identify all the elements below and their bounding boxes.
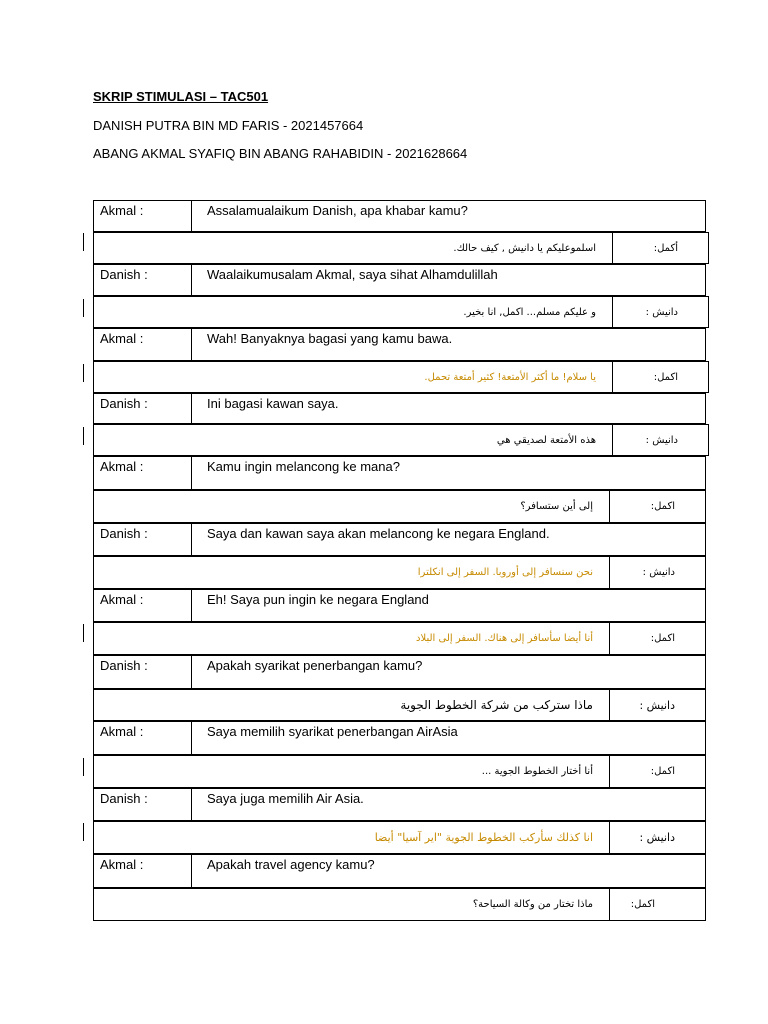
margin-mark <box>83 624 84 642</box>
speaker-cell: Akmal : <box>94 201 192 231</box>
margin-mark <box>83 823 84 841</box>
dialogue-row <box>93 655 706 689</box>
arabic-speaker-cell: دانيش : <box>609 557 705 588</box>
arabic-row <box>93 232 709 264</box>
arabic-text-cell: ماذا ستركب من شركة الخطوط الجوية <box>400 698 593 712</box>
arabic-row <box>93 296 709 328</box>
arabic-speaker-cell: اكمل: <box>609 623 705 654</box>
dialogue-row <box>93 523 706 556</box>
malay-text-cell: Apakah travel agency kamu? <box>207 857 375 872</box>
arabic-text-cell: ماذا تختار من وكالة السياحة؟ <box>472 899 593 910</box>
arabic-row <box>93 755 706 788</box>
speaker-cell: Danish : <box>94 265 192 295</box>
speaker-cell: Danish : <box>94 656 192 688</box>
malay-text-cell: Wah! Banyaknya bagasi yang kamu bawa. <box>207 331 453 346</box>
malay-text-cell: Assalamualaikum Danish, apa khabar kamu? <box>207 203 468 218</box>
margin-mark <box>83 364 84 382</box>
arabic-row <box>93 556 706 589</box>
arabic-speaker-cell: دانيش : <box>609 822 705 853</box>
arabic-row <box>93 689 706 721</box>
margin-mark <box>83 233 84 251</box>
arabic-speaker-cell: اكمل: <box>609 756 705 787</box>
arabic-text-cell: أنا أيضا سأسافر إلى هناك. السفر إلى البلاد <box>416 633 593 644</box>
speaker-cell: Akmal : <box>94 590 192 621</box>
arabic-text-cell: يا سلام! ما أكثر الأمتعة! كثير أمتعة تحمل. <box>424 371 596 383</box>
arabic-speaker-cell: أكمل: <box>612 233 708 263</box>
malay-text-cell: Eh! Saya pun ingin ke negara England <box>207 592 429 607</box>
dialogue-row <box>93 264 706 296</box>
arabic-speaker-cell: اكمل: <box>609 491 705 522</box>
arabic-row <box>93 490 706 523</box>
arabic-text-cell: و عليكم مسلم... اكمل, انا بخير. <box>463 306 596 318</box>
author-1: DANISH PUTRA BIN MD FARIS - 2021457664 <box>93 118 364 133</box>
dialogue-row <box>93 721 706 755</box>
margin-mark <box>83 427 84 445</box>
malay-text-cell: Kamu ingin melancong ke mana? <box>207 459 400 474</box>
malay-text-cell: Saya juga memilih Air Asia. <box>207 791 364 806</box>
arabic-row <box>93 888 706 921</box>
arabic-row <box>93 361 709 393</box>
dialogue-row <box>93 393 706 424</box>
arabic-speaker-cell: اكمل: <box>609 889 705 920</box>
malay-text-cell: Apakah syarikat penerbangan kamu? <box>207 658 423 673</box>
arabic-text-cell: أنا أختار الخطوط الجوية ... <box>481 766 593 777</box>
arabic-row <box>93 821 706 854</box>
arabic-speaker-cell: اكمل: <box>612 362 708 392</box>
arabic-text-cell: انا كذلك سأركب الخطوط الجوية "اير آسيا" أيضا <box>374 831 593 844</box>
malay-text-cell: Saya dan kawan saya akan melancong ke negara England. <box>207 526 550 541</box>
speaker-cell: Akmal : <box>94 722 192 754</box>
arabic-text-cell: نحن سنسافر إلى أوروبا. السفر إلى انكلترا <box>417 567 593 578</box>
dialogue-row <box>93 788 706 821</box>
dialogue-row <box>93 328 706 361</box>
malay-text-cell: Saya memilih syarikat penerbangan AirAsia <box>207 724 458 739</box>
arabic-speaker-cell: دانيش : <box>612 297 708 327</box>
dialogue-row <box>93 200 706 232</box>
margin-mark <box>83 299 84 317</box>
speaker-cell: Danish : <box>94 789 192 820</box>
speaker-cell: Akmal : <box>94 855 192 887</box>
malay-text-cell: Ini bagasi kawan saya. <box>207 396 339 411</box>
speaker-cell: Akmal : <box>94 457 192 489</box>
arabic-speaker-cell: دانيش : <box>612 425 708 455</box>
page-title: SKRIP STIMULASI – TAC501 <box>93 89 269 104</box>
arabic-speaker-cell: دانيش : <box>609 690 705 720</box>
speaker-cell: Akmal : <box>94 329 192 360</box>
author-2: ABANG AKMAL SYAFIQ BIN ABANG RAHABIDIN - 2021628664 <box>93 146 468 161</box>
arabic-row <box>93 622 706 655</box>
arabic-row <box>93 424 709 456</box>
margin-mark <box>83 758 84 776</box>
dialogue-row <box>93 589 706 622</box>
speaker-cell: Danish : <box>94 394 192 423</box>
dialogue-row <box>93 854 706 888</box>
arabic-text-cell: هذه الأمتعة لصديقي هي <box>496 434 596 446</box>
dialogue-row <box>93 456 706 490</box>
speaker-cell: Danish : <box>94 524 192 555</box>
arabic-text-cell: إلى أين ستسافر؟ <box>520 501 593 512</box>
malay-text-cell: Waalaikumusalam Akmal, saya sihat Alhamdulillah <box>207 267 498 282</box>
arabic-text-cell: اسلموعليكم يا دانيش , كيف حالك. <box>453 242 596 254</box>
